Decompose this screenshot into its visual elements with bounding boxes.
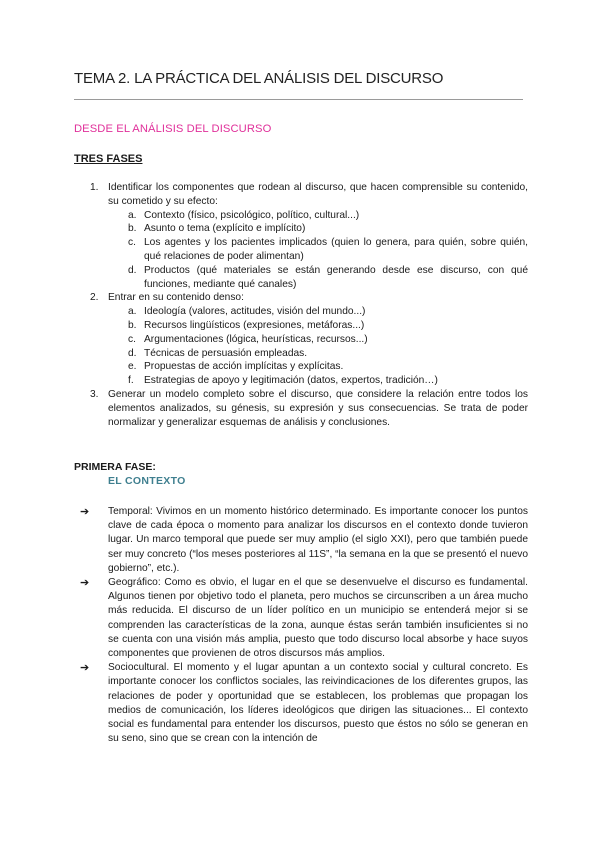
section-title: DESDE EL ANÁLISIS DEL DISCURSO: [74, 123, 272, 135]
bullet-text: Geográfico: Como es obvio, el lugar en el que se desenvuelve el discurso es fundamental. Algunos tienen por objetivo todo el planeta, pero muchos se circunscriben a un área mucho más reducida. El discurso de un líder político en un municipio se entenderá mejor si se comprenden las características de la zona, aunque éstas serán también insuficientes si no se cuenta con una visión más amplia, puesto que todo discurso local absorbe y hace suyos componentes que provienen de otros discursos más amplios.: [108, 577, 528, 660]
sub-item: [74, 333, 528, 347]
sub-item: [74, 319, 528, 333]
sub-item: [74, 305, 528, 319]
sub-letter: b.: [128, 319, 137, 331]
sub-item: [74, 209, 528, 223]
sub-letter: e.: [128, 361, 137, 373]
phases-list: [74, 181, 528, 429]
sub-item-text: Los agentes y los pacientes implicados (quien lo genera, para quién, sobre quién, qué relaciones de poder alimentan): [144, 237, 528, 262]
sub-item: [74, 374, 528, 388]
sub-letter: a.: [128, 306, 137, 318]
bullet-item: [74, 505, 528, 576]
sub-letter: a.: [128, 209, 137, 221]
context-bullets: [74, 505, 528, 746]
arrow-right-icon: ➔: [80, 662, 90, 675]
sub-letter: c.: [128, 333, 136, 345]
section-heading: TRES FASES: [74, 153, 143, 165]
sub-letter: d.: [128, 347, 137, 359]
phase-subtitle: EL CONTEXTO: [108, 475, 186, 487]
list-item-text: Generar un modelo completo sobre el discurso, que considere la relación entre todos los elementos analizados, su génesis, su expresión y sus consecuencias. Se trata de poder normalizar y generalizar esquemas de análisis y conclusiones.: [108, 388, 528, 428]
sub-item-text: Ideología (valores, actitudes, visión del mundo...): [144, 306, 366, 318]
list-item: [74, 388, 528, 429]
arrow-right-icon: ➔: [80, 577, 90, 590]
sub-item: [74, 222, 528, 236]
sub-item-text: Propuestas de acción implícitas y explícitas.: [144, 361, 344, 373]
sub-item-text: Productos (qué materiales se están generando desde ese discurso, con qué funciones, mediante qué canales): [144, 264, 528, 290]
list-number: 2.: [90, 292, 99, 304]
sub-letter: f.: [128, 375, 134, 387]
sub-item: [74, 360, 528, 374]
sub-item: [74, 264, 528, 292]
sub-letter: d.: [128, 264, 137, 276]
bullet-item: [74, 576, 528, 661]
bullet-text: Sociocultural. El momento y el lugar apuntan a un contexto social y cultural concreto. Es importante conocer los conflictos sociales, las reivindicaciones de los diferentes grupos, las relaciones de poder y oportunidad que se establecen, los problemas que propagan los medios de comunicación, los líderes ideológicos que dirigen las situaciones... El contexto social es fundamental para entender los discursos, puesto que éstos no sólo se generan en su seno, sino que se crean con la intención de: [108, 662, 528, 745]
sub-letter: c.: [128, 237, 136, 249]
list-item: [74, 181, 528, 209]
sub-item: [74, 236, 528, 264]
title-divider: [74, 99, 523, 100]
sub-letter: b.: [128, 223, 137, 235]
list-item: [74, 291, 528, 305]
sub-item-text: Recursos lingüísticos (expresiones, metáforas...): [144, 319, 365, 331]
page-title: TEMA 2. LA PRÁCTICA DEL ANÁLISIS DEL DISCURSO: [74, 70, 444, 87]
sub-item-text: Contexto (físico, psicológico, político, cultural...): [144, 209, 360, 221]
sub-item-text: Técnicas de persuasión empleadas.: [144, 347, 308, 359]
bullet-text: Temporal: Vivimos en un momento histórico determinado. Es importante conocer los puntos clave de cada época o momento para analizar los discursos en el contexto donde tuvieron lugar. Un marco temporal que puede ser muy amplio (el siglo XXI), pero que también puede ser muy concreto (“los meses posteriores al 11S”, “la semana en la que se presentó el nuevo gobierno”, etc.).: [108, 506, 528, 574]
sub-item: [74, 347, 528, 361]
arrow-right-icon: ➔: [80, 506, 90, 518]
sub-item-text: Asunto o tema (explícito e implícito): [144, 223, 306, 235]
list-number: 3.: [90, 388, 99, 400]
bullet-item: [74, 661, 528, 746]
list-number: 1.: [90, 182, 99, 193]
sub-item-text: Argumentaciones (lógica, heurísticas, recursos...): [144, 333, 368, 345]
sub-item-text: Estrategias de apoyo y legitimación (datos, expertos, tradición…): [144, 375, 438, 387]
phase-title: PRIMERA FASE:: [74, 461, 156, 473]
list-item-text: Identificar los componentes que rodean al discurso, que hacen comprensible su contenido, su cometido y su efecto:: [108, 182, 528, 207]
list-item-text: Entrar en su contenido denso:: [108, 292, 244, 304]
